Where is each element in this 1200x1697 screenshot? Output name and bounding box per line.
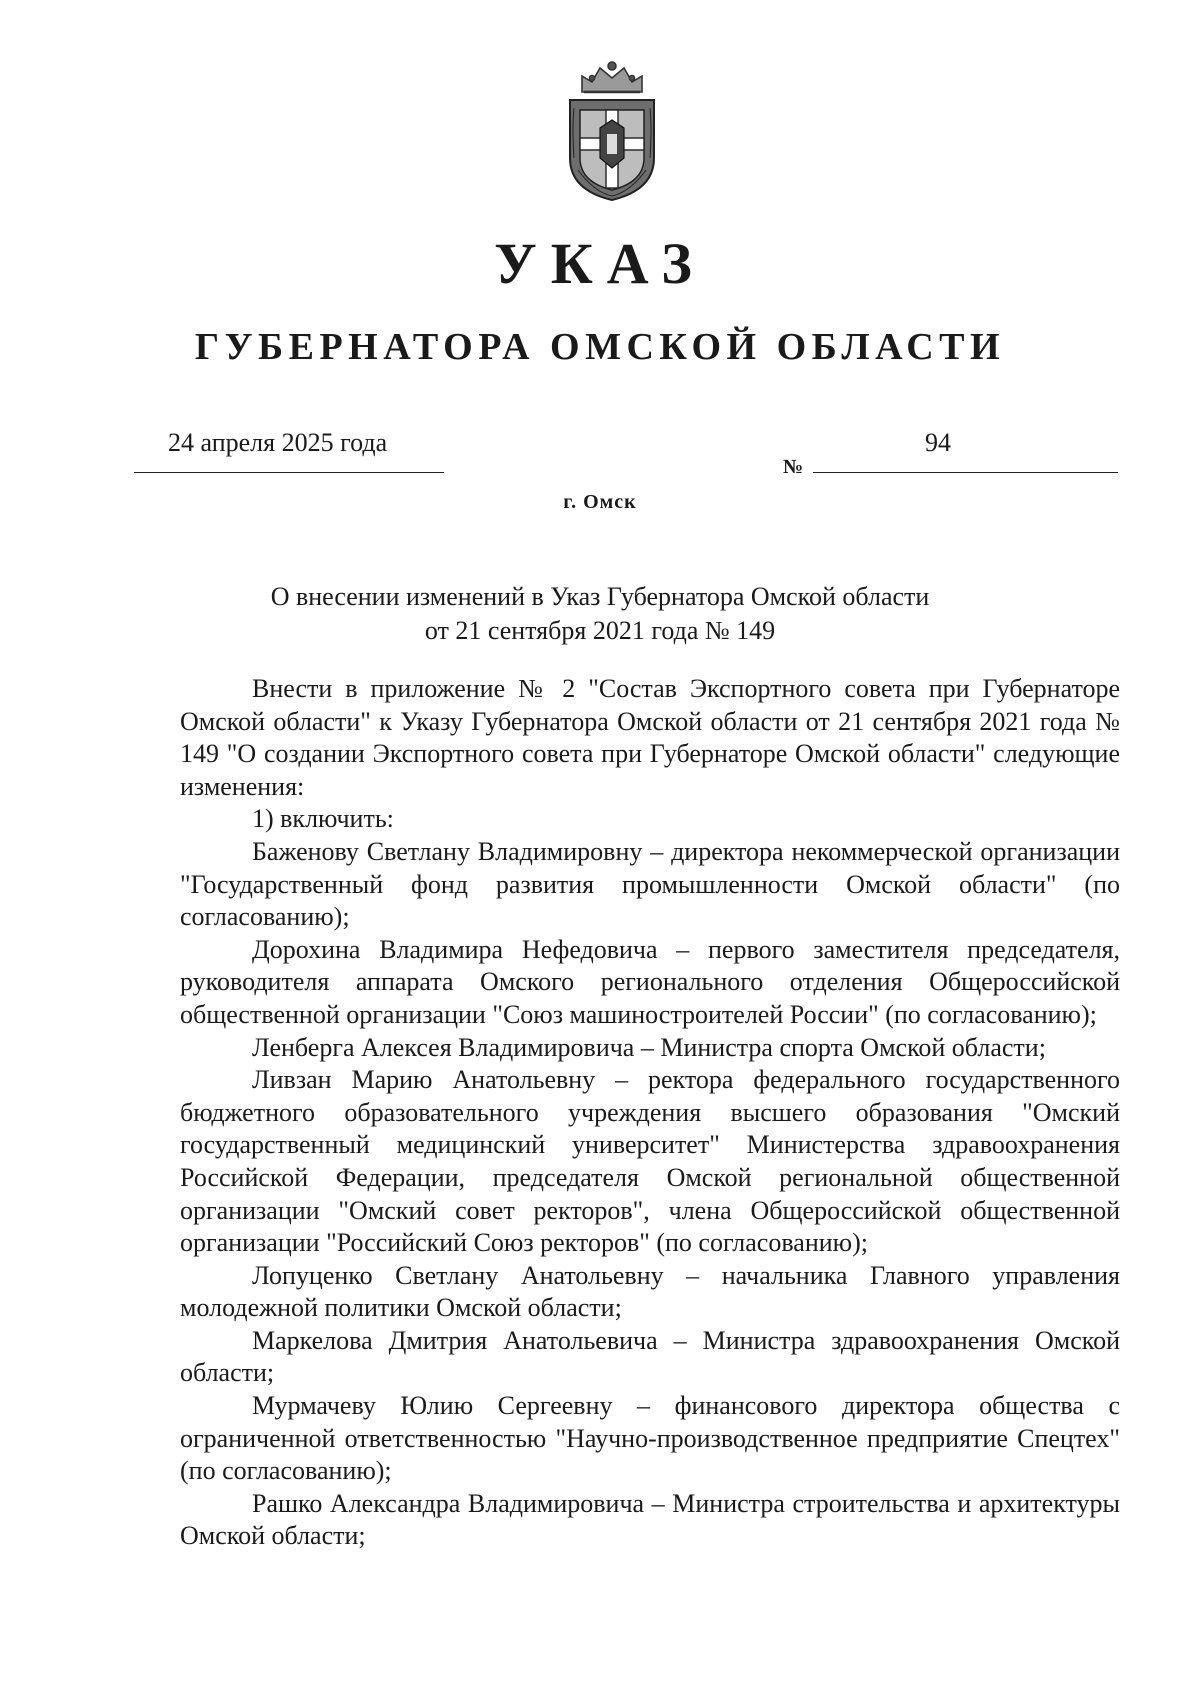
- body-paragraph: Ленберга Алексея Владимировича – Министра спорта Омской области;: [252, 1032, 1046, 1062]
- heading-line-1: О внесении изменений в Указ Губернатора Омской области: [270, 582, 930, 611]
- date-underline: [134, 472, 444, 473]
- number-sign: №: [783, 456, 804, 478]
- document-subtitle: ГУБЕРНАТОРА ОМСКОЙ ОБЛАСТИ: [194, 326, 1006, 368]
- document-title: УКАЗ: [494, 231, 706, 296]
- document-date: 24 апреля 2025 года: [168, 428, 388, 457]
- document-number: 94: [925, 428, 951, 457]
- body-paragraph: Мурмачеву Юлию Сергеевну – финансового директора общества с ограниченной ответственностью "Научно-производственное предприятие Спецтех" (по согласованию);: [180, 1391, 1120, 1486]
- document-city: г. Омск: [563, 491, 637, 513]
- coat-of-arms-icon: [560, 58, 664, 204]
- document-body: [180, 673, 1120, 1553]
- document-heading: [180, 580, 1020, 648]
- body-paragraph: Внести в приложение № 2 "Состав Экспортного совета при Губернаторе Омской области" к Указу Губернатора Омской области от 21 сентября 2021 года № 149 "О создании Экспортного совета при Губернаторе Омской области" следующие изменения:: [180, 674, 1120, 801]
- number-underline: [813, 472, 1118, 473]
- body-paragraph: 1) включить:: [252, 804, 394, 834]
- body-paragraph: Баженову Светлану Владимировну – директора некоммерческой организации "Государственный фонд развития промышленности Омской области" (по согласованию);: [180, 836, 1120, 932]
- body-paragraph: Рашко Александра Владимировича – Министра строительства и архитектуры Омской области;: [180, 1488, 1120, 1551]
- heading-line-2: от 21 сентября 2021 года № 149: [424, 616, 776, 645]
- body-paragraph: Дорохина Владимира Нефедовича – первого заместителя председателя, руководителя аппарата Омского регионального отделения Общероссийской общественной организации "Союз машиностроителей России" (по согласованию);: [180, 934, 1120, 1029]
- body-paragraph: Лопуценко Светлану Анатольевну – начальника Главного управления молодежной политики Омской области;: [180, 1260, 1120, 1323]
- body-paragraph: Маркелова Дмитрия Анатольевича – Министра здравоохранения Омской области;: [180, 1325, 1120, 1388]
- body-paragraph: Ливзан Марию Анатольевну – ректора федерального государственного бюджетного образовательного учреждения высшего образования "Омский государственный медицинский университет" Министерства здравоохранения Российской Федерации, председателя Омской региональной общественной организации "Омский совет ректоров", члена Общероссийской общественной организации "Российский Союз ректоров" (по согласованию);: [180, 1065, 1120, 1258]
